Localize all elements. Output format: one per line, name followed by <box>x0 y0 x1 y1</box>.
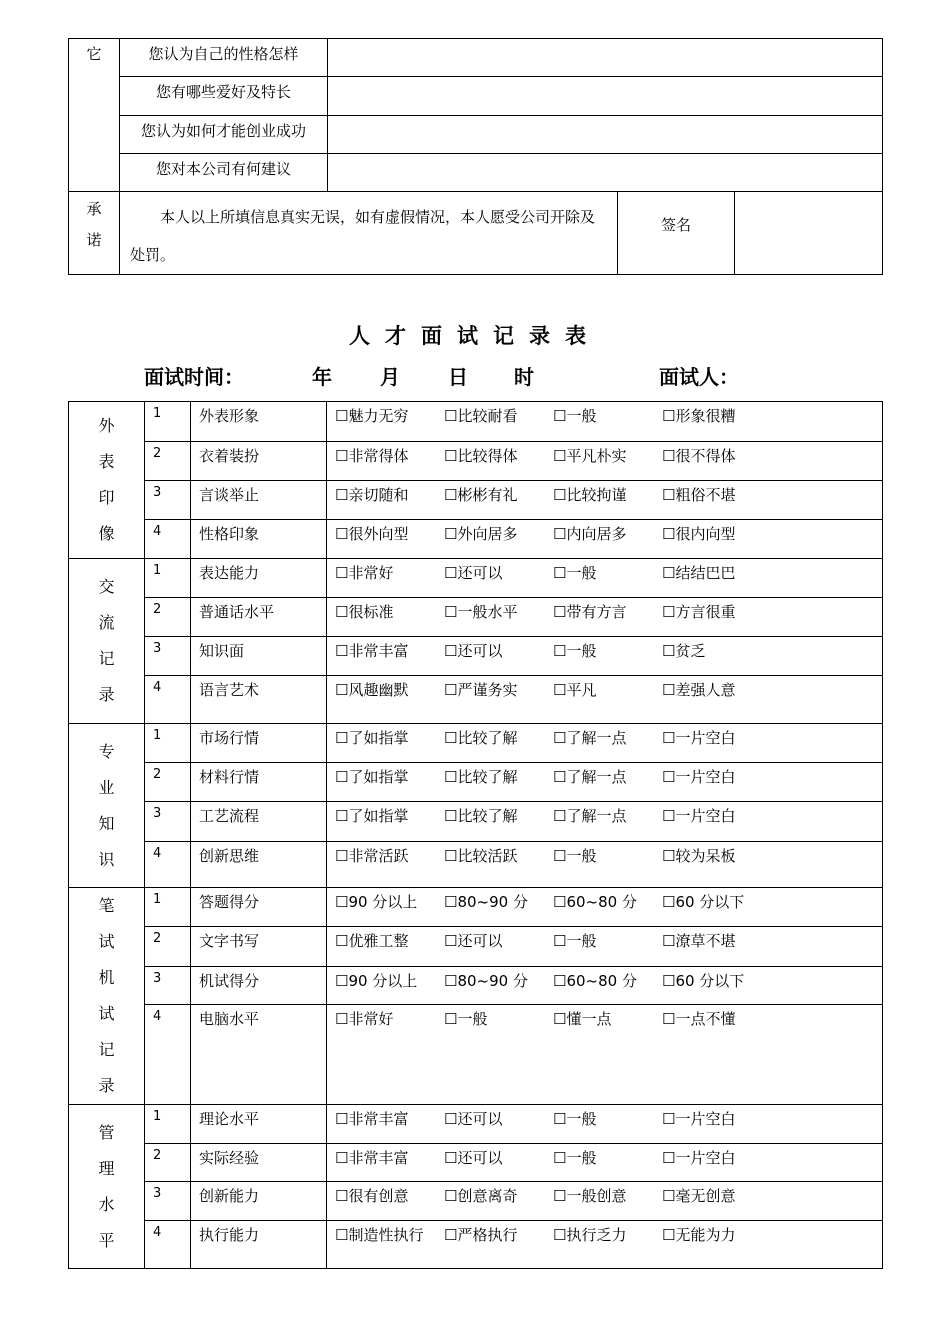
signature-field[interactable] <box>735 192 883 275</box>
options-cell <box>327 1005 883 1105</box>
option-checkbox[interactable]: ☐非常丰富 <box>335 1110 409 1128</box>
section-label: 专 业 知 识 <box>98 741 115 869</box>
evaluation-item: 表达能力 <box>191 559 327 598</box>
other-category-cell <box>69 39 120 192</box>
option-checkbox[interactable]: ☐粗俗不堪 <box>662 486 736 504</box>
option-checkbox[interactable]: ☐风趣幽默 <box>335 681 409 699</box>
options-cell <box>327 481 883 520</box>
option-checkbox[interactable]: ☐很内向型 <box>662 525 736 543</box>
option-checkbox[interactable]: ☐90 分以上 <box>335 893 418 911</box>
pledge-text: 本人以上所填信息真实无误，如有虚假情况，本人愿受公司开除及处罚。 <box>120 192 618 275</box>
table-row <box>69 598 883 637</box>
evaluation-item: 创新思维 <box>191 842 327 888</box>
interview-record-table <box>68 401 883 1269</box>
table-row <box>69 1105 883 1144</box>
option-checkbox[interactable]: ☐一般 <box>553 1149 597 1167</box>
option-checkbox[interactable]: ☐贫乏 <box>662 642 706 660</box>
option-checkbox[interactable]: ☐80~90 分 <box>444 972 528 990</box>
section-label: 管 理 水 平 <box>98 1122 115 1250</box>
option-checkbox[interactable]: ☐60 分以下 <box>662 893 745 911</box>
option-checkbox[interactable]: ☐一般 <box>553 564 597 582</box>
evaluation-item: 文字书写 <box>191 927 327 967</box>
option-checkbox[interactable]: ☐一般 <box>553 847 597 865</box>
option-checkbox[interactable]: ☐一般创意 <box>553 1187 627 1205</box>
answer-success-field[interactable] <box>328 116 883 154</box>
option-checkbox[interactable]: ☐了如指掌 <box>335 729 409 747</box>
option-checkbox[interactable]: ☐比较了解 <box>444 768 518 786</box>
option-checkbox[interactable]: ☐还可以 <box>444 564 503 582</box>
option-checkbox[interactable]: ☐很外向型 <box>335 525 409 543</box>
option-checkbox[interactable]: ☐差强人意 <box>662 681 736 699</box>
evaluation-item: 衣着装扮 <box>191 442 327 481</box>
options-cell <box>327 598 883 637</box>
option-checkbox[interactable]: ☐很有创意 <box>335 1187 409 1205</box>
option-checkbox[interactable]: ☐了解一点 <box>553 729 627 747</box>
option-checkbox[interactable]: ☐一片空白 <box>662 768 736 786</box>
table-row <box>69 1005 883 1105</box>
table-row <box>69 1144 883 1182</box>
option-checkbox[interactable]: ☐一般 <box>553 1110 597 1128</box>
evaluation-item: 市场行情 <box>191 724 327 763</box>
evaluation-item: 执行能力 <box>191 1221 327 1269</box>
options-cell <box>327 1144 883 1182</box>
answer-personality-field[interactable] <box>328 39 883 77</box>
option-checkbox[interactable]: ☐60~80 分 <box>553 893 637 911</box>
row-number: 4 <box>145 842 191 888</box>
option-checkbox[interactable]: ☐一片空白 <box>662 1110 736 1128</box>
option-checkbox[interactable]: ☐一片空白 <box>662 729 736 747</box>
option-checkbox[interactable]: ☐比较了解 <box>444 729 518 747</box>
options-cell <box>327 724 883 763</box>
answer-hobbies-field[interactable] <box>328 77 883 116</box>
evaluation-item: 机试得分 <box>191 967 327 1005</box>
option-checkbox[interactable]: ☐比较耐看 <box>444 407 518 425</box>
options-cell <box>327 842 883 888</box>
evaluation-item: 工艺流程 <box>191 802 327 842</box>
option-checkbox[interactable]: ☐比较拘谨 <box>553 486 627 504</box>
row-number: 2 <box>145 927 191 967</box>
options-cell <box>327 442 883 481</box>
option-checkbox[interactable]: ☐了如指掌 <box>335 768 409 786</box>
option-checkbox[interactable]: ☐非常丰富 <box>335 642 409 660</box>
evaluation-item: 语言艺术 <box>191 676 327 724</box>
option-checkbox[interactable]: ☐一般水平 <box>444 603 518 621</box>
option-checkbox[interactable]: ☐还可以 <box>444 1110 503 1128</box>
section-label-cell <box>69 402 145 559</box>
option-checkbox[interactable]: ☐非常好 <box>335 1010 394 1028</box>
evaluation-item: 实际经验 <box>191 1144 327 1182</box>
option-checkbox[interactable]: ☐比较得体 <box>444 447 518 465</box>
row-number: 2 <box>145 763 191 802</box>
table-row <box>69 1182 883 1221</box>
month-label: 月 <box>380 365 400 389</box>
option-checkbox[interactable]: ☐平凡朴实 <box>553 447 627 465</box>
option-checkbox[interactable]: ☐外向居多 <box>444 525 518 543</box>
option-checkbox[interactable]: ☐非常活跃 <box>335 847 409 865</box>
row-number: 1 <box>145 724 191 763</box>
table-row <box>69 1221 883 1269</box>
option-checkbox[interactable]: ☐了如指掌 <box>335 807 409 825</box>
option-checkbox[interactable]: ☐还可以 <box>444 932 503 950</box>
table-row <box>69 481 883 520</box>
evaluation-item: 理论水平 <box>191 1105 327 1144</box>
evaluation-item: 电脑水平 <box>191 1005 327 1105</box>
option-checkbox[interactable]: ☐一般 <box>553 407 597 425</box>
options-cell <box>327 676 883 724</box>
row-number: 2 <box>145 1144 191 1182</box>
row-number: 3 <box>145 481 191 520</box>
row-number: 1 <box>145 888 191 927</box>
evaluation-item: 知识面 <box>191 637 327 676</box>
option-checkbox[interactable]: ☐比较了解 <box>444 807 518 825</box>
section-label: 交 流 记 录 <box>98 577 115 704</box>
table-row <box>69 842 883 888</box>
applicant-info-table <box>68 38 883 275</box>
row-number: 4 <box>145 520 191 559</box>
option-checkbox[interactable]: ☐一片空白 <box>662 807 736 825</box>
section-label-cell <box>69 724 145 888</box>
row-number: 3 <box>145 967 191 1005</box>
option-checkbox[interactable]: ☐结结巴巴 <box>662 564 736 582</box>
pledge-category-cell <box>69 192 120 275</box>
question-suggestions: 您对本公司有何建议 <box>120 154 328 192</box>
option-checkbox[interactable]: ☐了解一点 <box>553 768 627 786</box>
option-checkbox[interactable]: ☐无能为力 <box>662 1226 736 1244</box>
options-cell <box>327 1182 883 1221</box>
row-number: 1 <box>145 559 191 598</box>
option-checkbox[interactable]: ☐平凡 <box>553 681 597 699</box>
options-cell <box>327 967 883 1005</box>
evaluation-item: 创新能力 <box>191 1182 327 1221</box>
option-checkbox[interactable]: ☐还可以 <box>444 1149 503 1167</box>
row-number: 4 <box>145 1005 191 1105</box>
table-row <box>69 676 883 724</box>
row-number: 3 <box>145 637 191 676</box>
option-checkbox[interactable]: ☐很标准 <box>335 603 394 621</box>
option-checkbox[interactable]: ☐60 分以下 <box>662 972 745 990</box>
options-cell <box>327 1105 883 1144</box>
question-personality: 您认为自己的性格怎样 <box>120 39 328 77</box>
table-row <box>69 927 883 967</box>
section-label-cell <box>69 1105 145 1269</box>
row-number: 2 <box>145 442 191 481</box>
option-checkbox[interactable]: ☐很不得体 <box>662 447 736 465</box>
row-number: 1 <box>145 1105 191 1144</box>
option-checkbox[interactable]: ☐比较活跃 <box>444 847 518 865</box>
table-row <box>69 967 883 1005</box>
sign-label: 签名 <box>618 192 735 275</box>
table-row <box>69 724 883 763</box>
evaluation-item: 言谈举止 <box>191 481 327 520</box>
answer-suggestions-field[interactable] <box>328 154 883 192</box>
option-checkbox[interactable]: ☐较为呆板 <box>662 847 736 865</box>
option-checkbox[interactable]: ☐60~80 分 <box>553 972 637 990</box>
table-row <box>69 637 883 676</box>
question-success: 您认为如何才能创业成功 <box>120 116 328 154</box>
interviewer-label: 面试人： <box>659 365 739 389</box>
options-cell <box>327 559 883 598</box>
option-checkbox[interactable]: ☐彬彬有礼 <box>444 486 518 504</box>
options-cell <box>327 1221 883 1269</box>
option-checkbox[interactable]: ☐80~90 分 <box>444 893 528 911</box>
other-label: 它 <box>86 45 102 63</box>
row-number: 1 <box>145 402 191 442</box>
option-checkbox[interactable]: ☐潦草不堪 <box>662 932 736 950</box>
option-checkbox[interactable]: ☐严格执行 <box>444 1226 518 1244</box>
evaluation-item: 材料行情 <box>191 763 327 802</box>
options-cell <box>327 520 883 559</box>
interview-time-label: 面试时间： <box>144 365 244 389</box>
row-number: 2 <box>145 598 191 637</box>
table-row <box>69 559 883 598</box>
option-checkbox[interactable]: ☐非常丰富 <box>335 1149 409 1167</box>
option-checkbox[interactable]: ☐还可以 <box>444 642 503 660</box>
option-checkbox[interactable]: ☐90 分以上 <box>335 972 418 990</box>
options-cell <box>327 763 883 802</box>
option-checkbox[interactable]: ☐严谨务实 <box>444 681 518 699</box>
option-checkbox[interactable]: ☐内向居多 <box>553 525 627 543</box>
option-checkbox[interactable]: ☐魅力无穷 <box>335 407 409 425</box>
option-checkbox[interactable]: ☐了解一点 <box>553 807 627 825</box>
section-label-cell <box>69 559 145 724</box>
option-checkbox[interactable]: ☐一点不懂 <box>662 1010 736 1028</box>
evaluation-item: 性格印象 <box>191 520 327 559</box>
row-number: 3 <box>145 1182 191 1221</box>
option-checkbox[interactable]: ☐一般 <box>444 1010 488 1028</box>
option-checkbox[interactable]: ☐创意离奇 <box>444 1187 518 1205</box>
pledge-label: 承 诺 <box>86 200 102 249</box>
options-cell <box>327 888 883 927</box>
option-checkbox[interactable]: ☐一般 <box>553 932 597 950</box>
options-cell <box>327 637 883 676</box>
table-row <box>69 763 883 802</box>
evaluation-item: 答题得分 <box>191 888 327 927</box>
table-row <box>69 520 883 559</box>
table-row <box>69 802 883 842</box>
table-row <box>69 888 883 927</box>
option-checkbox[interactable]: ☐非常得体 <box>335 447 409 465</box>
hour-label: 时 <box>514 365 534 389</box>
option-checkbox[interactable]: ☐亲切随和 <box>335 486 409 504</box>
table-row <box>69 442 883 481</box>
option-checkbox[interactable]: ☐毫无创意 <box>662 1187 736 1205</box>
option-checkbox[interactable]: ☐方言很重 <box>662 603 736 621</box>
option-checkbox[interactable]: ☐制造性执行 <box>335 1226 424 1244</box>
options-cell <box>327 802 883 842</box>
row-number: 4 <box>145 676 191 724</box>
option-checkbox[interactable]: ☐带有方言 <box>553 603 627 621</box>
option-checkbox[interactable]: ☐懂一点 <box>553 1010 612 1028</box>
option-checkbox[interactable]: ☐优雅工整 <box>335 932 409 950</box>
section-label: 外 表 印 像 <box>98 416 115 543</box>
option-checkbox[interactable]: ☐执行乏力 <box>553 1226 627 1244</box>
table-row <box>69 402 883 442</box>
section-label-cell <box>69 888 145 1105</box>
question-hobbies: 您有哪些爱好及特长 <box>120 77 328 116</box>
option-checkbox[interactable]: ☐一般 <box>553 642 597 660</box>
option-checkbox[interactable]: ☐形象很糟 <box>662 407 736 425</box>
section-label: 笔 试 机 试 记 录 <box>98 896 115 1095</box>
evaluation-item: 外表形象 <box>191 402 327 442</box>
year-label: 年 <box>312 365 332 389</box>
row-number: 4 <box>145 1221 191 1269</box>
evaluation-item: 普通话水平 <box>191 598 327 637</box>
page-title: 人才面试记录表 <box>349 324 601 348</box>
options-cell <box>327 402 883 442</box>
day-label: 日 <box>448 365 468 389</box>
option-checkbox[interactable]: ☐一片空白 <box>662 1149 736 1167</box>
option-checkbox[interactable]: ☐非常好 <box>335 564 394 582</box>
row-number: 3 <box>145 802 191 842</box>
options-cell <box>327 927 883 967</box>
